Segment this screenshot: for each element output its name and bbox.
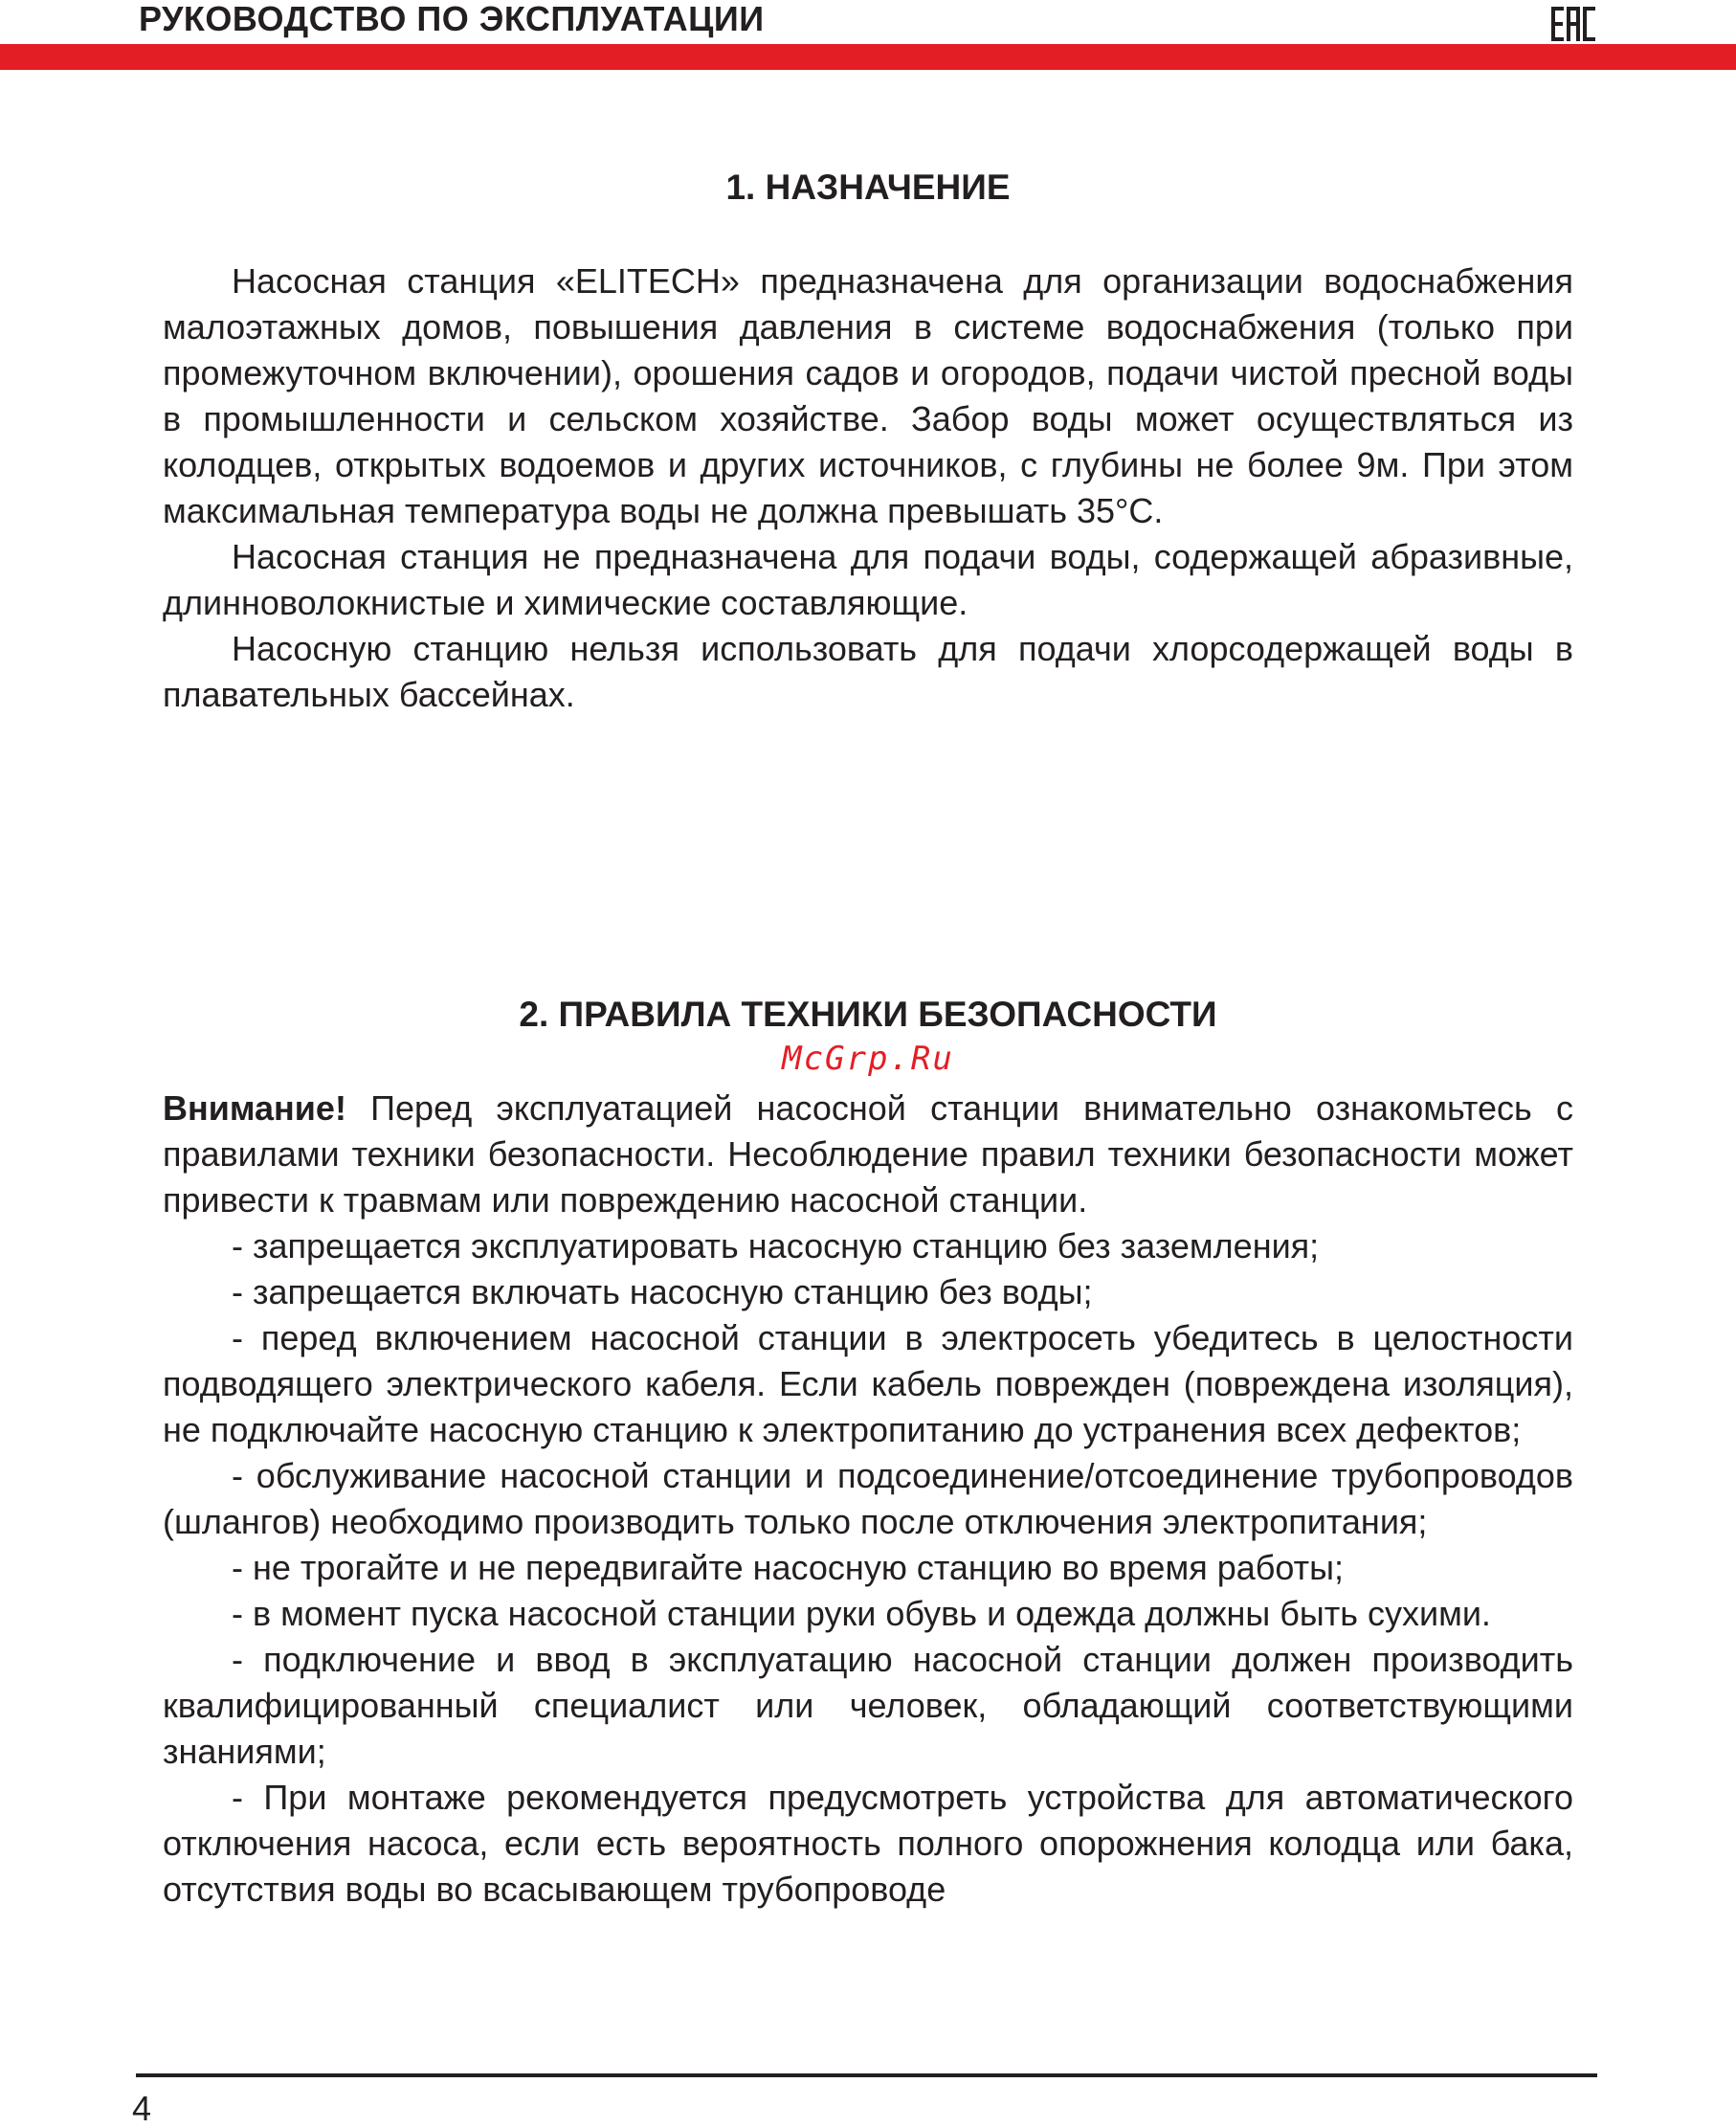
- safety-rule: - запрещается эксплуатировать насосную станцию без заземления;: [232, 1226, 1320, 1266]
- section-2-body: [163, 1086, 1573, 1913]
- warning-paragraph: [163, 1086, 1573, 1223]
- manual-header-title: РУКОВОДСТВО ПО ЭКСПЛУАТАЦИИ: [139, 0, 765, 38]
- page-number: 4: [132, 2089, 152, 2128]
- section-1-paragraph: Насосная станция не предназначена для подачи воды, содержащей абразивные, длинноволокнистые и химические составляющие.: [163, 537, 1573, 622]
- section-1-paragraph: Насосную станцию нельзя использовать для подачи хлорсодержащей воды в плавательных бассейнах.: [163, 629, 1573, 714]
- watermark-text: McGrp.Ru: [782, 1040, 954, 1078]
- warning-label: Внимание!: [163, 1088, 346, 1128]
- footer-divider: [136, 2073, 1597, 2077]
- section-1-paragraph: Насосная станция «ELITECH» предназначена для организации водоснабжения малоэтажных домов, повышения давления в системе водоснабжения (только при промежуточном включении), орошения садов и огородов, подачи чистой пресной воды в промышленности и сельском хозяйстве. Забор воды может осуществляться из колодцев, открытых водоемов и других источников, с глубины не более 9м. При этом максимальная температура воды не должна превышать 35°С.: [163, 261, 1573, 530]
- safety-rule: - обслуживание насосной станции и подсоединение/отсоединение трубопроводов (шлангов) необходимо производить только после отключения электропитания;: [163, 1456, 1573, 1541]
- safety-rule: - не трогайте и не передвигайте насосную станцию во время работы;: [232, 1548, 1344, 1587]
- section-2-heading: 2. ПРАВИЛА ТЕХНИКИ БЕЗОПАСНОСТИ: [519, 995, 1217, 1034]
- warning-text: Перед эксплуатацией насосной станции внимательно ознакомьтесь с правилами техники безопасности. Несоблюдение правил техники безопасности может привести к травмам или повреждению насосной станции.: [163, 1088, 1573, 1220]
- safety-rule: - подключение и ввод в эксплуатацию насосной станции должен производить квалифицированный специалист или человек, обладающий соответствующими знаниями;: [163, 1640, 1573, 1771]
- section-1-heading: 1. НАЗНАЧЕНИЕ: [725, 168, 1011, 207]
- section-1-body: [163, 258, 1573, 718]
- eac-logo: [1550, 6, 1596, 42]
- safety-rule: - перед включением насосной станции в электросеть убедитесь в целостности подводящего электрического кабеля. Если кабель поврежден (повреждена изоляция), не подключайте насосную станцию к электропитанию до устранения всех дефектов;: [163, 1318, 1573, 1449]
- safety-rule: - в момент пуска насосной станции руки обувь и одежда должны быть сухими.: [232, 1594, 1491, 1633]
- header-red-bar: [0, 44, 1736, 70]
- safety-rule: - запрещается включать насосную станцию без воды;: [232, 1272, 1093, 1311]
- safety-rule: - При монтаже рекомендуется предусмотреть устройства для автоматического отключения насоса, если есть вероятность полного опорожнения колодца или бака, отсутствия воды во всасывающем трубопроводе: [163, 1778, 1573, 1909]
